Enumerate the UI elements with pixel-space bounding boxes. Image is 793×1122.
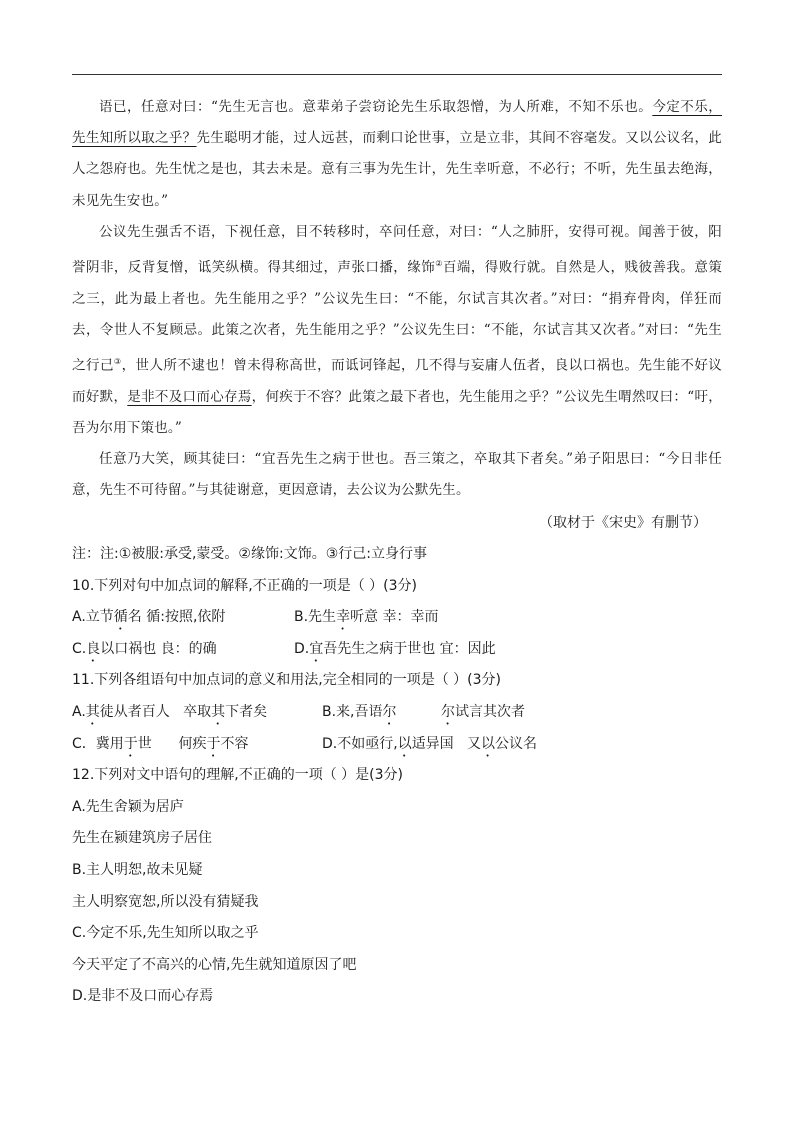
option-d[interactable]: D.宜吾先生之病于世也 宜：因此 bbox=[294, 640, 496, 657]
option-a[interactable]: A.其徒从者百人 卒取其下者矣 bbox=[72, 703, 268, 720]
option-b[interactable]: B.先生幸听意 幸：幸而 bbox=[294, 609, 439, 626]
question-11-options-ab bbox=[72, 697, 722, 729]
option-c[interactable]: C.今定不乐,先生知所以取之乎 bbox=[72, 925, 259, 942]
option-b[interactable]: B.来,吾语尔 尔试言其次者 bbox=[322, 703, 526, 720]
option-a-answer: 先生在颍建筑房子居住 bbox=[72, 830, 212, 847]
footnote-ref-2: ② bbox=[435, 259, 443, 269]
option-c[interactable]: C.良以口祸也 良：的确 bbox=[72, 640, 217, 657]
passage-paragraph-3: 任意乃大笑，顾其徒曰：“宜吾先生之病于世也。吾三策之，卒取其下者矣。”弟子阳思曰：“今日非任意，先生不可待留。”与其徒谢意，更因意请，去公议为公默先生。 bbox=[72, 451, 722, 499]
passage bbox=[72, 92, 722, 507]
underlined-sentence: 今定不乐，先生知所以取之乎？ bbox=[72, 99, 723, 147]
source-citation: （取材于《宋史》有删节） bbox=[539, 515, 707, 531]
question-10-options-cd bbox=[72, 634, 722, 666]
questions bbox=[72, 539, 722, 1013]
question-11-stem: 11.下列各组语句中加点词的意义和用法,完全相同的一项是（ ）(3分) bbox=[72, 672, 501, 689]
option-c-answer: 今天平定了不高兴的心情,先生就知道原因了吧 bbox=[72, 956, 357, 973]
option-b[interactable]: B.主人明恕,故未见疑 bbox=[72, 861, 203, 878]
footnotes: 注：注:①被服:承受,蒙受。②缘饰:文饰。③行己:立身行事 bbox=[72, 546, 427, 562]
header-rule bbox=[72, 74, 722, 75]
option-d[interactable]: D.是非不及口而心存焉 bbox=[72, 988, 214, 1005]
question-12-stem: 12.下列对文中语句的理解,不正确的一项（ ）是(3分) bbox=[72, 767, 403, 784]
passage-paragraph-1: 语已，任意对曰：“先生无言也。意辈弟子尝窃论先生乐取怨憎，为人所难，不知不乐也。今定不乐，先生知所以取之乎？先生聪明才能，过人远甚，而剩口论世事，立是立非，其间不容毫发。又以公议名，此人之怨府也。先生忧之是也，其去未是。意有三事为先生计，先生幸听意，不必行；不听，先生虽去绝海，未见先生安也。” bbox=[72, 99, 723, 209]
passage-paragraph-2: 公议先生强舌不语，下视任意，目不转移时，卒问任意，对曰：“人之肺肝，安得可视。闻善于彼，阳誉阴非，反背复憎，诋笑纵横。得其细过，声张口播，缘饰②百端，得败行就。自然是人，贱彼善我。意策之三，此为最上者也。先生能用之乎？”公议先生曰：“不能，尔试言其次者。”对曰：“捐弃骨肉，佯狂而去，令世人不复顾忌。此策之次者，先生能用之乎？”公议先生曰：“不能，尔试言其又次者。”对曰：“先生之行己③，世人所不逮也！曾未得称高世，而诋诃锋起，几不得与妄庸人伍者，良以口祸也。先生能不好议而好默，是非不及口而心存焉，何疾于不容？此策之最下者也，先生能用之乎？”公议先生喟然叹曰：“吁，吾为尔用下策也。” bbox=[72, 223, 723, 437]
option-d[interactable]: D.不如亟行,以适异国 又以公议名 bbox=[322, 735, 538, 752]
question-11-options-cd bbox=[72, 729, 722, 761]
option-a[interactable]: A.立节循名 循:按照,依附 bbox=[72, 609, 226, 626]
underlined-sentence: 是非不及口而心存焉 bbox=[127, 388, 252, 405]
footnote-ref-3: ③ bbox=[113, 357, 122, 367]
question-10-options-ab bbox=[72, 602, 722, 634]
question-10-stem: 10.下列对句中加点词的解释,不正确的一项是（ ）(3分) bbox=[72, 577, 417, 594]
option-b-answer: 主人明察宽恕,所以没有猜疑我 bbox=[72, 893, 259, 910]
option-a[interactable]: A.先生舍颖为居庐 bbox=[72, 798, 184, 815]
option-c[interactable]: C．冀用于世 何疾于不容 bbox=[72, 735, 249, 752]
